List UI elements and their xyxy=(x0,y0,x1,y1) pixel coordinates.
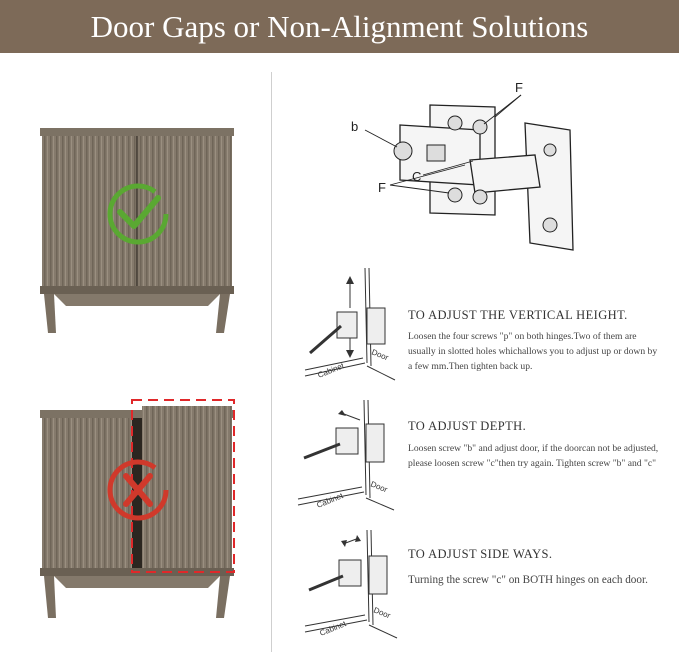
label-f-top: F xyxy=(515,80,523,95)
label-b: b xyxy=(351,119,359,134)
side-ways-title: TO ADJUST SIDE WAYS. xyxy=(408,547,553,561)
depth-text: Loosen screw "b" and adjust door, if the doorcan not be adjusted, please loosen screw "c"then try again. Tighten screw "b" and "c" xyxy=(408,443,659,469)
cabinet-label-3: Cabinet xyxy=(318,619,348,638)
hinge-diagram xyxy=(345,75,585,260)
cabinet-label-2: Cabinet xyxy=(315,491,345,510)
cabinet-label-1: Cabinet xyxy=(316,361,346,380)
vertical-height-text: Loosen the four screws "p" on both hinges.Two of them are usually in slotted holes whichallows you to adjust up or down by a few mm.Then tighten back up. xyxy=(408,331,658,372)
door-label-3: Door xyxy=(372,605,392,621)
label-f-left: F xyxy=(378,180,386,195)
vertical-adjust-diagram xyxy=(305,268,400,380)
page-title: Door Gaps or Non-Alignment Solutions xyxy=(90,9,589,44)
door-label-1: Door xyxy=(370,347,390,363)
vertical-height-title: TO ADJUST THE VERTICAL HEIGHT. xyxy=(408,308,628,322)
depth-title: TO ADJUST DEPTH. xyxy=(408,419,527,433)
door-label-2: Door xyxy=(369,479,389,495)
depth-adjust-diagram xyxy=(298,400,398,510)
sideways-adjust-diagram xyxy=(305,530,400,642)
checkmark-icon xyxy=(104,180,172,248)
column-divider xyxy=(271,72,272,652)
label-c: C xyxy=(412,169,422,184)
x-mark-icon xyxy=(104,456,172,524)
side-ways-text: Turning the screw "c" on BOTH hinges on each door. xyxy=(408,574,648,586)
